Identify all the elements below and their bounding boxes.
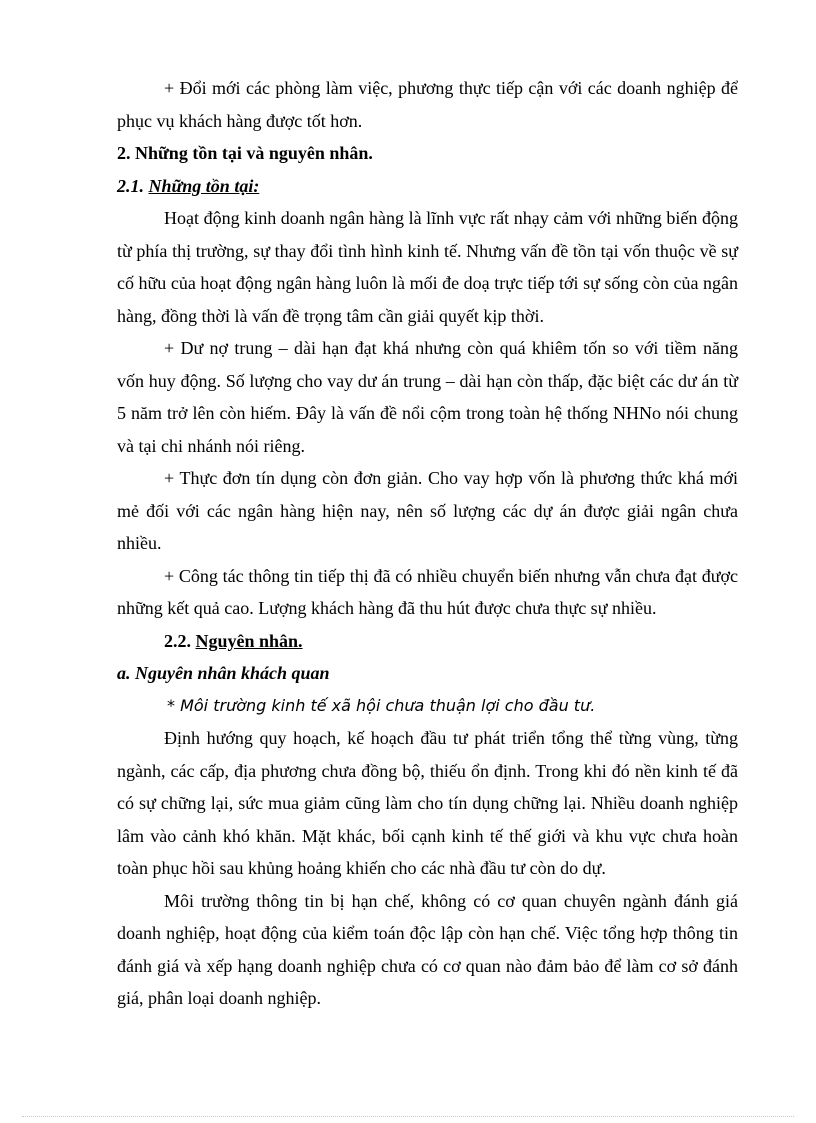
paragraph-planning-orientation: Định hướng quy hoạch, kế hoạch đầu tư phát triển tổng thể từng vùng, từng ngành, các cấp, địa phương chưa đồng bộ, thiếu ổn định. Trong khi đó nền kinh tế đã có sự chững lại, sức mua giảm cũng làm cho tín dụng chững lại. Nhiều doanh nghiệp lâm vào cảnh khó khăn. Mặt khác, bối cạnh kinh tế thế giới và khu vực chưa hoàn toàn phục hồi sau khủng hoảng khiến cho các nhà đầu tư còn do dự. — [117, 728, 738, 878]
subheading-objective-causes: a. Nguyên nhân khách quan — [117, 663, 330, 683]
subheading-2-1 — [117, 170, 738, 203]
subheading-2-1-number: 2.1. — [117, 175, 149, 196]
paragraph-medium-long-term-debt: + Dư nợ trung – dài hạn đạt khá nhưng còn quá khiêm tốn so với tiềm năng vốn huy động. Số lượng cho vay dư án trung – dài hạn còn thấp, đặc biệt các dư án từ 5 năm trở lên còn hiếm. Đây là vấn đề nổi cộm trong toàn hệ thống NHNo nói chung và tại chi nhánh nói riêng. — [117, 338, 738, 456]
subheading-2-1-title: Những tồn tại: — [148, 175, 260, 196]
subheading-2-2 — [117, 625, 738, 658]
bullet-economic-environment: * Môi trường kinh tế xã hội chưa thuận lợi cho đầu tư. — [167, 695, 596, 715]
paragraph-information-environment: Môi trường thông tin bị hạn chế, không có cơ quan chuyên ngành đánh giá doanh nghiệp, hoạt động của kiểm toán độc lập còn hạn chế. Việc tổng hợp thông tin đánh giá và xếp hạng doanh nghiệp chưa có cơ quan nào đảm bảo để làm cơ sở đánh giá, phân loại doanh nghiệp. — [117, 890, 738, 1008]
subheading-2-2-number: 2.2. — [164, 630, 196, 651]
subheading-2-2-title: Nguyên nhân. — [195, 630, 303, 651]
paragraph-marketing-info: + Công tác thông tin tiếp thị đã có nhiều chuyển biến nhưng vẫn chưa đạt được những kết quả cao. Lượng khách hàng đã thu hút được chưa thực sự nhiều. — [117, 565, 738, 618]
paragraph-renovate-offices: + Đổi mới các phòng làm việc, phương thực tiếp cận với các doanh nghiệp để phục vụ khách hàng được tốt hơn. — [117, 78, 738, 131]
section-heading-2: 2. Những tồn tại và nguyên nhân. — [117, 143, 373, 163]
page-bottom-divider — [22, 1116, 794, 1117]
document-page — [117, 72, 738, 1015]
paragraph-credit-menu: + Thực đơn tín dụng còn đơn giản. Cho vay hợp vốn là phương thức khá mới mẻ đối với các ngân hàng hiện nay, nên số lượng các dự án được giải ngân chưa nhiều. — [117, 468, 738, 553]
paragraph-banking-sensitivity: Hoạt động kinh doanh ngân hàng là lĩnh vực rất nhạy cảm với những biến động từ phía thị trường, sự thay đổi tình hình kinh tế. Nhưng vấn đề tồn tại vốn thuộc về sự cố hữu của hoạt động ngân hàng luôn là mối đe doạ trực tiếp tới sự sống còn của ngân hàng, đồng thời là vấn đề trọng tâm cần giải quyết kịp thời. — [117, 208, 738, 326]
